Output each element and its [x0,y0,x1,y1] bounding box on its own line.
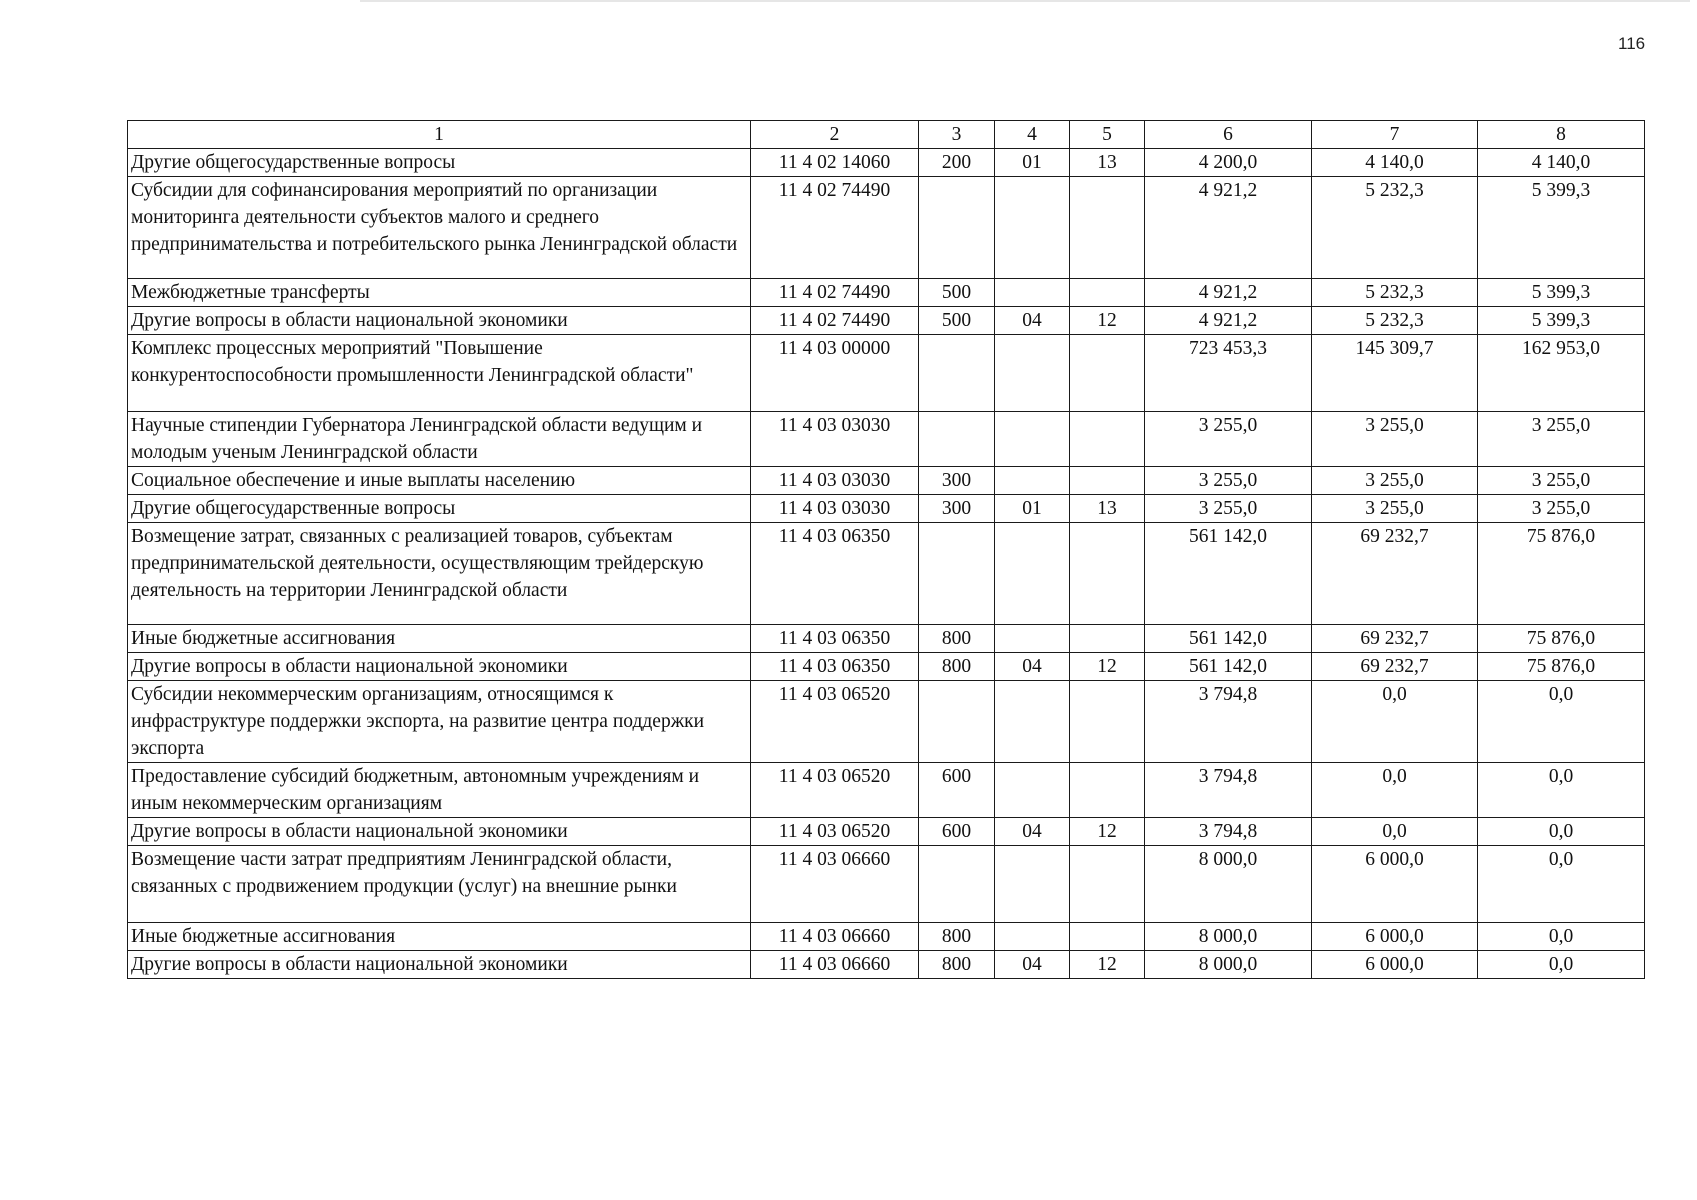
row-value8-cell: 0,0 [1478,681,1645,763]
row-col3-cell [919,177,995,279]
row-col3-cell: 300 [919,467,995,495]
row-col5-cell: 13 [1070,149,1145,177]
row-value8-cell: 75 876,0 [1478,625,1645,653]
row-col3-cell [919,846,995,923]
row-value7-cell: 4 140,0 [1312,149,1478,177]
row-col5-cell [1070,467,1145,495]
row-value6-cell: 3 794,8 [1145,763,1312,818]
row-col5-cell [1070,923,1145,951]
row-col3-cell: 600 [919,763,995,818]
page-number: 116 [1618,34,1646,53]
row-code-cell: 11 4 03 06660 [751,923,919,951]
header-cell: 3 [919,121,995,149]
row-value7-cell: 69 232,7 [1312,625,1478,653]
row-col4-cell [995,681,1070,763]
row-col5-cell [1070,763,1145,818]
row-code-cell: 11 4 03 06520 [751,763,919,818]
row-col4-cell: 04 [995,951,1070,979]
row-value7-cell: 3 255,0 [1312,467,1478,495]
row-col4-cell [995,846,1070,923]
row-value8-cell: 5 399,3 [1478,279,1645,307]
table-row [128,149,1645,177]
table-row [128,763,1645,818]
row-code-cell: 11 4 03 03030 [751,495,919,523]
row-value6-cell: 561 142,0 [1145,523,1312,625]
row-code-cell: 11 4 02 74490 [751,177,919,279]
row-col3-cell: 300 [919,495,995,523]
table-row [128,681,1645,763]
row-name-cell: Другие вопросы в области национальной экономики [128,653,751,681]
row-name-cell: Социальное обеспечение и иные выплаты населению [128,467,751,495]
row-value8-cell: 75 876,0 [1478,523,1645,625]
row-value6-cell: 4 921,2 [1145,307,1312,335]
row-col4-cell [995,467,1070,495]
row-name-cell: Другие общегосударственные вопросы [128,495,751,523]
row-value8-cell: 75 876,0 [1478,653,1645,681]
row-col4-cell [995,923,1070,951]
header-cell: 2 [751,121,919,149]
row-col3-cell: 500 [919,307,995,335]
row-value7-cell: 0,0 [1312,818,1478,846]
row-name-cell: Субсидии для софинансирования мероприятий по организации мониторинга деятельности субъектов малого и среднего предпринимательства и потребительского рынка Ленинградской области [128,177,751,279]
row-col4-cell: 01 [995,495,1070,523]
row-code-cell: 11 4 03 06520 [751,818,919,846]
row-name-cell: Субсидии некоммерческим организациям, относящимся к инфраструктуре поддержки экспорта, на развитие центра поддержки экспорта [128,681,751,763]
row-col5-cell [1070,177,1145,279]
row-col3-cell: 800 [919,923,995,951]
table-row [128,625,1645,653]
table-row [128,467,1645,495]
row-col3-cell: 800 [919,625,995,653]
row-value8-cell: 3 255,0 [1478,412,1645,467]
row-col4-cell: 04 [995,818,1070,846]
table-row [128,177,1645,279]
row-col5-cell [1070,846,1145,923]
header-cell: 8 [1478,121,1645,149]
row-col4-cell [995,763,1070,818]
row-value7-cell: 5 232,3 [1312,307,1478,335]
row-value6-cell: 3 794,8 [1145,681,1312,763]
row-value6-cell: 561 142,0 [1145,653,1312,681]
row-value8-cell: 4 140,0 [1478,149,1645,177]
header-cell: 4 [995,121,1070,149]
row-col3-cell: 800 [919,653,995,681]
table-row [128,495,1645,523]
row-col3-cell [919,335,995,412]
row-name-cell: Иные бюджетные ассигнования [128,923,751,951]
row-value6-cell: 8 000,0 [1145,923,1312,951]
row-value7-cell: 5 232,3 [1312,279,1478,307]
row-value8-cell: 0,0 [1478,763,1645,818]
row-col4-cell: 04 [995,307,1070,335]
row-value8-cell: 3 255,0 [1478,467,1645,495]
row-name-cell: Другие вопросы в области национальной экономики [128,951,751,979]
row-value8-cell: 0,0 [1478,951,1645,979]
row-col5-cell: 13 [1070,495,1145,523]
header-cell: 7 [1312,121,1478,149]
scan-edge [360,0,1690,2]
row-col4-cell: 04 [995,653,1070,681]
row-col3-cell: 200 [919,149,995,177]
table-row [128,335,1645,412]
row-value7-cell: 3 255,0 [1312,495,1478,523]
row-value7-cell: 0,0 [1312,681,1478,763]
row-code-cell: 11 4 03 03030 [751,412,919,467]
row-value7-cell: 145 309,7 [1312,335,1478,412]
row-code-cell: 11 4 03 06660 [751,846,919,923]
row-col5-cell: 12 [1070,951,1145,979]
row-col5-cell [1070,523,1145,625]
row-value8-cell: 3 255,0 [1478,495,1645,523]
row-value8-cell: 0,0 [1478,818,1645,846]
row-code-cell: 11 4 03 03030 [751,467,919,495]
budget-table [127,120,1645,979]
row-col5-cell: 12 [1070,307,1145,335]
row-value6-cell: 723 453,3 [1145,335,1312,412]
table-row [128,846,1645,923]
row-value6-cell: 3 255,0 [1145,467,1312,495]
row-value7-cell: 69 232,7 [1312,653,1478,681]
row-code-cell: 11 4 03 06350 [751,653,919,681]
table-row [128,818,1645,846]
row-name-cell: Предоставление субсидий бюджетным, автономным учреждениям и иным некоммерческим организациям [128,763,751,818]
row-value6-cell: 8 000,0 [1145,846,1312,923]
row-col4-cell: 01 [995,149,1070,177]
row-value7-cell: 5 232,3 [1312,177,1478,279]
row-name-cell: Другие вопросы в области национальной экономики [128,818,751,846]
row-col5-cell [1070,625,1145,653]
row-code-cell: 11 4 02 74490 [751,279,919,307]
row-col5-cell [1070,681,1145,763]
row-name-cell: Возмещение затрат, связанных с реализацией товаров, субъектам предпринимательской деятельности, осуществляющим трейдерскую деятельность на территории Ленинградской области [128,523,751,625]
row-col3-cell [919,523,995,625]
header-cell: 1 [128,121,751,149]
row-code-cell: 11 4 03 06350 [751,523,919,625]
table-header-row [128,121,1645,149]
row-col4-cell [995,177,1070,279]
row-name-cell: Иные бюджетные ассигнования [128,625,751,653]
row-col4-cell [995,625,1070,653]
row-col5-cell: 12 [1070,653,1145,681]
row-code-cell: 11 4 03 00000 [751,335,919,412]
table-row [128,279,1645,307]
row-col5-cell [1070,412,1145,467]
row-col5-cell: 12 [1070,818,1145,846]
row-col3-cell: 500 [919,279,995,307]
row-value7-cell: 3 255,0 [1312,412,1478,467]
row-value6-cell: 4 921,2 [1145,279,1312,307]
row-code-cell: 11 4 03 06660 [751,951,919,979]
row-code-cell: 11 4 02 14060 [751,149,919,177]
table-row [128,653,1645,681]
row-col4-cell [995,412,1070,467]
row-name-cell: Возмещение части затрат предприятиям Ленинградской области, связанных с продвижением продукции (услуг) на внешние рынки [128,846,751,923]
row-code-cell: 11 4 03 06350 [751,625,919,653]
row-name-cell: Научные стипендии Губернатора Ленинградской области ведущим и молодым ученым Ленинградской области [128,412,751,467]
row-name-cell: Другие вопросы в области национальной экономики [128,307,751,335]
row-value6-cell: 3 255,0 [1145,412,1312,467]
row-value7-cell: 6 000,0 [1312,923,1478,951]
row-value6-cell: 4 921,2 [1145,177,1312,279]
row-value8-cell: 0,0 [1478,846,1645,923]
row-col5-cell [1070,279,1145,307]
table-row [128,307,1645,335]
table-row [128,523,1645,625]
row-col4-cell [995,523,1070,625]
row-col3-cell: 600 [919,818,995,846]
header-cell: 5 [1070,121,1145,149]
row-name-cell: Другие общегосударственные вопросы [128,149,751,177]
row-value7-cell: 6 000,0 [1312,846,1478,923]
table-row [128,412,1645,467]
header-cell: 6 [1145,121,1312,149]
row-code-cell: 11 4 03 06520 [751,681,919,763]
row-value6-cell: 4 200,0 [1145,149,1312,177]
row-value8-cell: 0,0 [1478,923,1645,951]
row-name-cell: Комплекс процессных мероприятий "Повышение конкурентоспособности промышленности Ленинградской области" [128,335,751,412]
row-value6-cell: 3 255,0 [1145,495,1312,523]
row-value7-cell: 69 232,7 [1312,523,1478,625]
row-value7-cell: 6 000,0 [1312,951,1478,979]
row-value7-cell: 0,0 [1312,763,1478,818]
row-code-cell: 11 4 02 74490 [751,307,919,335]
row-value6-cell: 3 794,8 [1145,818,1312,846]
row-col5-cell [1070,335,1145,412]
row-value8-cell: 5 399,3 [1478,177,1645,279]
row-value6-cell: 8 000,0 [1145,951,1312,979]
row-value6-cell: 561 142,0 [1145,625,1312,653]
row-col3-cell [919,681,995,763]
row-col4-cell [995,279,1070,307]
row-value8-cell: 5 399,3 [1478,307,1645,335]
row-col3-cell: 800 [919,951,995,979]
table-row [128,951,1645,979]
table-row [128,923,1645,951]
row-col3-cell [919,412,995,467]
row-name-cell: Межбюджетные трансферты [128,279,751,307]
row-value8-cell: 162 953,0 [1478,335,1645,412]
row-col4-cell [995,335,1070,412]
